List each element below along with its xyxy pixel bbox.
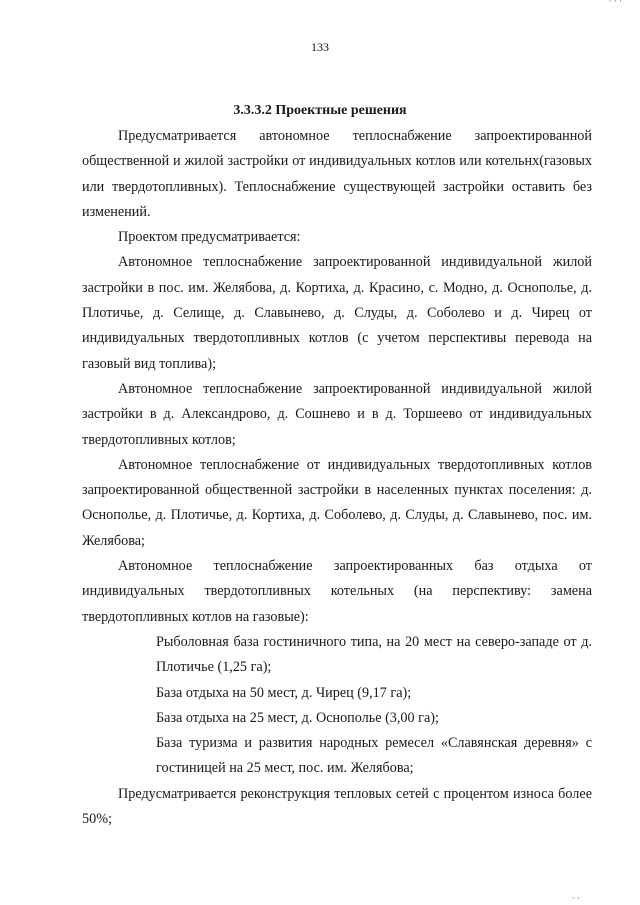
- paragraph-intro: Предусматривается автономное теплоснабжение запроектированной общественной и жилой застройки от индивидуальных котлов или котельнх(газовых или твердотопливных). Теплоснабжение существующей застройки оставить без изменений.: [82, 128, 592, 220]
- page-number: 133: [311, 40, 329, 54]
- section-heading: 3.3.3.2 Проектные решения: [233, 103, 407, 118]
- corner-mark-bottom: · ·: [571, 893, 580, 903]
- paragraph-residential-solidfuel: Автономное теплоснабжение запроектированной индивидуальной жилой застройки в д. Александрово, д. Сошнево и в д. Торшеево от индивидуальных твердотопливных котлов;: [82, 380, 592, 448]
- list-item-base-osnopolye: База отдыха на 25 мест, д. Оснополье (3,00 га);: [156, 709, 439, 726]
- list-item-fishing-base: Рыболовная база гостиничного типа, на 20 мест на северо-западе от д. Плотичье (1,25 га);: [156, 633, 592, 676]
- paragraph-residential-individual: Автономное теплоснабжение запроектированной индивидуальной жилой застройки в пос. им. Желябова, д. Кортиха, д. Красино, с. Модно, д. Оснополье, д. Плотичье, д. Селище, д. Славынево, д. Слуды, д. Соболево и д. Чирец от индивидуальных твердотопливных котлов (с учетом перспективы перевода на газовый вид топлива);: [82, 254, 592, 372]
- corner-mark-top: · · ·: [608, 0, 622, 6]
- paragraph-network-reconstruction: Предусматривается реконструкция тепловых сетей с процентом износа более 50%;: [82, 785, 592, 828]
- paragraph-recreation-bases: Автономное теплоснабжение запроектированных баз отдыха от индивидуальных твердотопливных котельных (на перспективу: замена твердотопливных котлов на газовые):: [82, 558, 592, 625]
- list-item-slavic-village: База туризма и развития народных ремесел «Славянская деревня» с гостиницей на 25 мест, пос. им. Желябова;: [156, 735, 592, 777]
- paragraph-public-buildings: Автономное теплоснабжение от индивидуальных твердотопливных котлов запроектированной общественной застройки в населенных пунктах поселения: д. Оснополье, д. Плотичье, д. Кортиха, д. Соболево, д. Слуды, д. Славынево, пос. им. Желябова;: [82, 456, 592, 549]
- list-item-base-chirets: База отдыха на 50 мест, д. Чирец (9,17 га);: [156, 684, 412, 701]
- paragraph-project-provides: Проектом предусматривается:: [118, 229, 301, 246]
- document-body: [82, 124, 592, 832]
